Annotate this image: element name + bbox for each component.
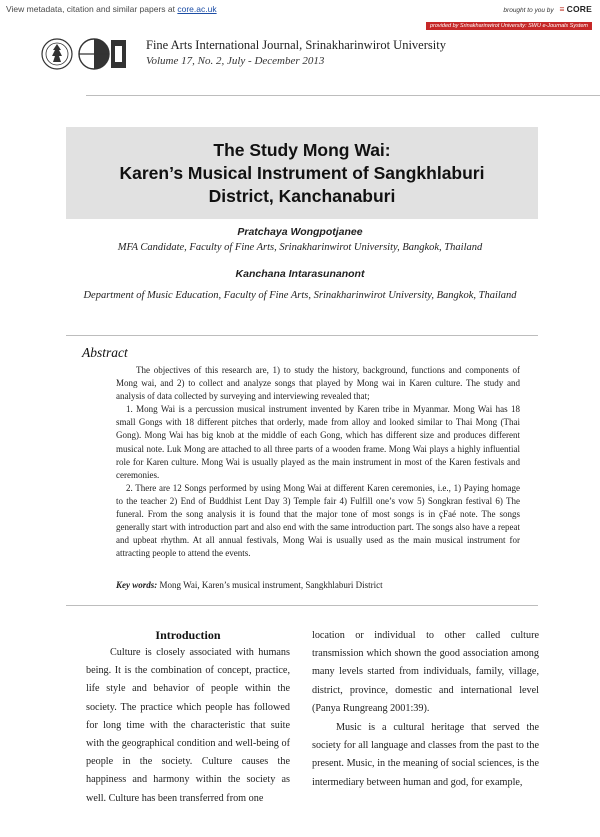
abstract-paragraph-1: The objectives of this research are, 1) to study the history, background, functions and components of Mong wai, and 2) to collect and analyze songs that played by Mong wai in Karen culture. The study and analysis of data collected by surveying and interviewing revealed that; [116, 365, 520, 402]
author-2: Kanchana Intarasunanont [235, 268, 365, 280]
provided-by-banner[interactable]: provided by Srinakharinwirot University: SWU e-Journals System [426, 22, 592, 30]
university-seal-icon [42, 39, 72, 69]
article-title-line-2: Karen’s Musical Instrument of Sangkhlaburi [119, 163, 485, 183]
abstract-body [116, 364, 520, 560]
abstract-heading: Abstract [82, 345, 128, 360]
author-1: Pratchaya Wongpotjanee [237, 226, 363, 238]
header-divider [86, 95, 600, 96]
core-topbar [0, 0, 600, 20]
fine-arts-logo-icon [79, 39, 126, 69]
author-1-affiliation: MFA Candidate, Faculty of Fine Arts, Srinakharinwirot University, Bangkok, Thailand [117, 242, 483, 253]
introduction-heading: Introduction [155, 628, 221, 642]
article-title-line-1: The Study Mong Wai: [213, 140, 391, 160]
intro-paragraph-1: Culture is closely associated with humans being. It is the combination of concept, practice, life style and behavior of people within the society. The practice which people has followed for long time with the characteristic that suite with the geographical condition and well-being of people in the society. Culture causes the happiness and harmony within the society as well. Culture has been transferred from one [86, 647, 290, 804]
abstract-top-divider [66, 335, 538, 336]
core-metadata-link[interactable]: View metadata, citation and similar papers at core.ac.uk [6, 4, 217, 14]
journal-logos [40, 36, 132, 72]
left-column [86, 644, 290, 808]
intro-paragraph-1-continued: location or individual to other called culture transmission which shown the good association among many levels started from individuals, family, village, district, province, domestic and international level (Panya Rungreang 2001:39). [312, 630, 539, 714]
abstract-paragraph-3: 2. There are 12 Songs performed by using Mong Wai at different Karen ceremonies, i.e., 1) Paying homage to the teacher 2) End of Buddhist Lent Day 3) Temple fair 4) Fulfill one’s vow 5) Songkran festival 6) The funeral. From the song analysis it is found that the major tone of most songs is in çFaé note. The songs generally start with introduction part and also end with the same introduction part. The songs also have a repeat and upbeat rhythm. At all annual festivals, Mong Wai is usually used as the main musical instrument for attracting people to attend the events. [116, 482, 520, 559]
brought-to-you-by: brought to you by ≡ CORE [503, 4, 592, 14]
keywords-list: Mong Wai, Karen’s musical instrument, Sangkhlaburi District [159, 580, 383, 590]
journal-issue: Volume 17, No. 2, July - December 2013 [146, 55, 325, 67]
right-column [312, 627, 539, 792]
core-logo[interactable]: ≡ CORE [559, 4, 592, 14]
author-2-affiliation: Department of Music Education, Faculty of Fine Arts, Srinakharinwirot University, Bangkok, Thailand [83, 290, 517, 301]
journal-title: Fine Arts International Journal, Srinakharinwirot University [146, 38, 446, 52]
core-logo-icon: ≡ [559, 4, 565, 14]
article-title-line-3: District, Kanchanaburi [208, 186, 396, 206]
intro-paragraph-2: Music is a cultural heritage that served the society for all language and classes from the past to the present. Music, in the meaning of social sciences, is the intermediary between human and god, for example, [312, 722, 539, 788]
keywords [116, 580, 383, 590]
abstract-paragraph-2: 1. Mong Wai is a percussion musical instrument invented by Karen tribe in Myanmar. Mong Wai has 18 small Gongs with 18 different pitches that orderly, made from alloy and looked similar to Thai Mong (Thai Gong). Mong Wai has big knob at the middle of each Gong, which has different size and produces different musical note. Luk Mong are attached to all three parts of a wooden frame. Mong Wai plays a highly influential role for Karen culture. Mong Wai is usually played as the main instrument in most of the Karen festivals and ceremonies. [116, 404, 520, 480]
keywords-label: Key words: [116, 580, 158, 590]
abstract-bottom-divider [66, 605, 538, 606]
core-ac-uk-link[interactable]: core.ac.uk [177, 4, 217, 14]
